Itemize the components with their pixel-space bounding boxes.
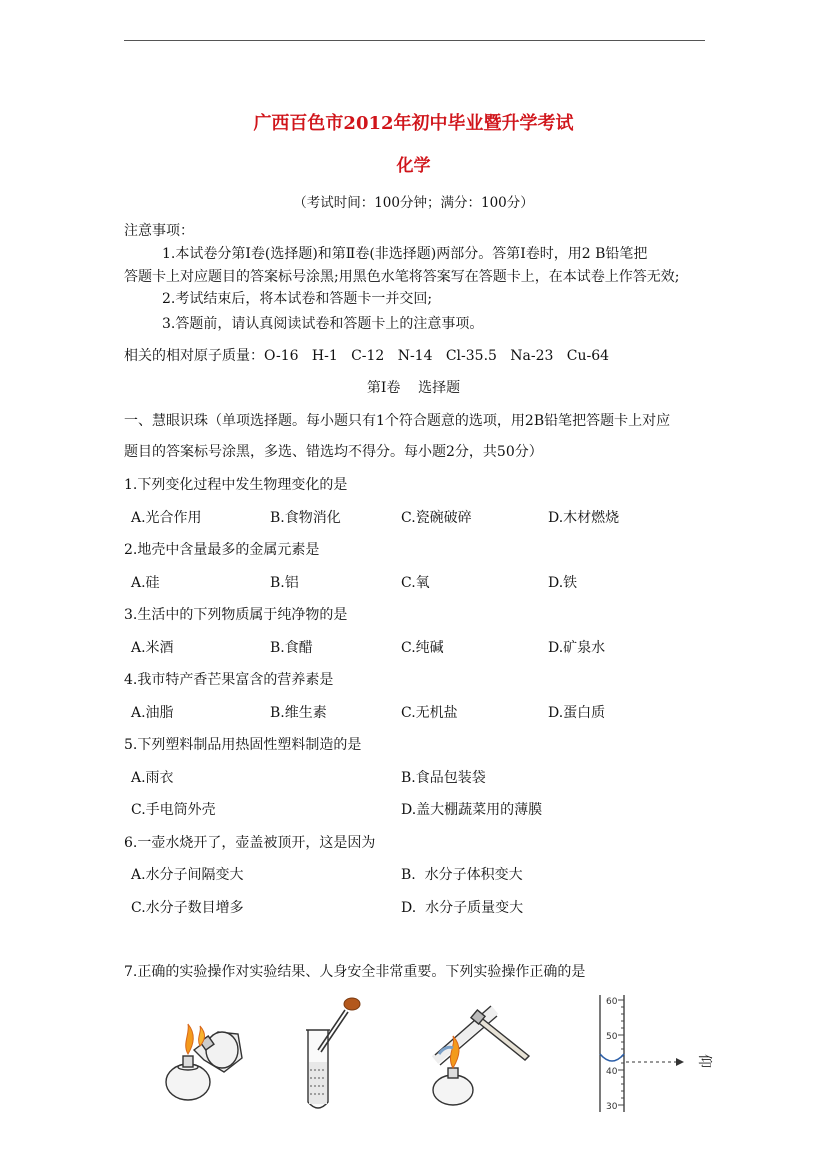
subject-title: 化学	[396, 156, 431, 176]
section-title: 第Ⅰ卷 选择题	[366, 380, 461, 396]
question-6-stem: 6.一壶水烧开了，壶盖被顶开，这是因为	[124, 835, 376, 851]
question-5-stem: 5.下列塑料制品用热固性塑料制造的是	[124, 737, 362, 753]
question-7-stem: 7.正确的实验操作对实验结果、人身安全非常重要。下列实验操作正确的是	[124, 964, 586, 980]
heating-test-tube-figure	[425, 990, 540, 1115]
question-2-option-d: D.铁	[548, 575, 578, 591]
section-intro-line-2: 题目的答案标号涂黑，多选、错选均不得分。每小题2分，共50分）	[124, 444, 543, 460]
question-4-option-d: D.蛋白质	[548, 705, 606, 721]
question-1-stem: 1.下列变化过程中发生物理变化的是	[124, 477, 348, 493]
reading-eye-label: 仰	[696, 1054, 712, 1068]
question-5-option-d: D.盖大棚蔬菜用的薄膜	[401, 802, 543, 818]
cylinder-tick-50: 50	[606, 1032, 618, 1042]
cylinder-tick-60: 60	[606, 997, 618, 1007]
note-item-1-line-2: 答题卡上对应题目的答案标号涂黑;用黑色水笔将答案写在答题卡上，在本试卷上作答无效;	[124, 269, 680, 285]
question-6-option-a: A.水分子间隔变大	[131, 867, 244, 883]
question-3-option-d: D.矿泉水	[548, 640, 606, 656]
question-5-option-c: C.手电筒外壳	[131, 802, 216, 818]
question-5-option-b: B.食品包装袋	[401, 770, 486, 786]
question-3-option-a: A.米酒	[131, 640, 174, 656]
note-item-1-line-1: 1.本试卷分第Ⅰ卷(选择题)和第Ⅱ卷(非选择题)两部分。答第Ⅰ卷时，用2 B铅笔把	[162, 246, 648, 262]
question-1-option-d: D.木材燃烧	[548, 510, 620, 526]
question-3-option-b: B.食醋	[270, 640, 313, 656]
question-1-option-c: C.瓷碗破碎	[401, 510, 472, 526]
measuring-cylinder-figure	[580, 990, 712, 1115]
question-2-option-c: C.氧	[401, 575, 430, 591]
question-4-stem: 4.我市特产香芒果富含的营养素是	[124, 672, 334, 688]
question-2-option-a: A.硅	[131, 575, 160, 591]
notes-heading: 注意事项：	[124, 223, 194, 239]
note-item-2: 2.考试结束后，将本试卷和答题卡一并交回;	[162, 291, 433, 307]
cylinder-tick-40: 40	[606, 1067, 618, 1077]
section-intro-line-1: 一、慧眼识珠（单项选择题。每小题只有1个符合题意的选项，用2B铅笔把答题卡上对应	[124, 413, 671, 429]
cylinder-tick-30: 30	[606, 1102, 618, 1112]
header-rule	[124, 40, 705, 41]
question-2-option-b: B.铝	[270, 575, 299, 591]
lamp-lighting-figure	[160, 990, 250, 1115]
question-4-option-a: A.油脂	[131, 705, 174, 721]
question-1-option-b: B.食物消化	[270, 510, 341, 526]
question-4-option-b: B.维生素	[270, 705, 327, 721]
note-item-3: 3.答题前，请认真阅读试卷和答题卡上的注意事项。	[162, 316, 484, 332]
atomic-masses: 相关的相对原子质量：O-16 H-1 C-12 N-14 Cl-35.5 Na-23 Cu-64	[124, 348, 610, 364]
question-6-option-c: C.水分子数目增多	[131, 900, 244, 916]
dropper-test-tube-figure	[290, 990, 370, 1115]
question-3-option-c: C.纯碱	[401, 640, 444, 656]
exam-title: 广西百色市2012年初中毕业暨升学考试	[253, 113, 574, 134]
question-3-stem: 3.生活中的下列物质属于纯净物的是	[124, 607, 348, 623]
question-6-option-d: D. 水分子质量变大	[401, 900, 524, 916]
question-5-option-a: A.雨衣	[131, 770, 174, 786]
exam-info: （考试时间：100分钟；满分：100分）	[293, 195, 534, 211]
question-4-option-c: C.无机盐	[401, 705, 458, 721]
question-6-option-b: B. 水分子体积变大	[401, 867, 523, 883]
question-2-stem: 2.地壳中含量最多的金属元素是	[124, 542, 320, 558]
question-1-option-a: A.光合作用	[131, 510, 202, 526]
